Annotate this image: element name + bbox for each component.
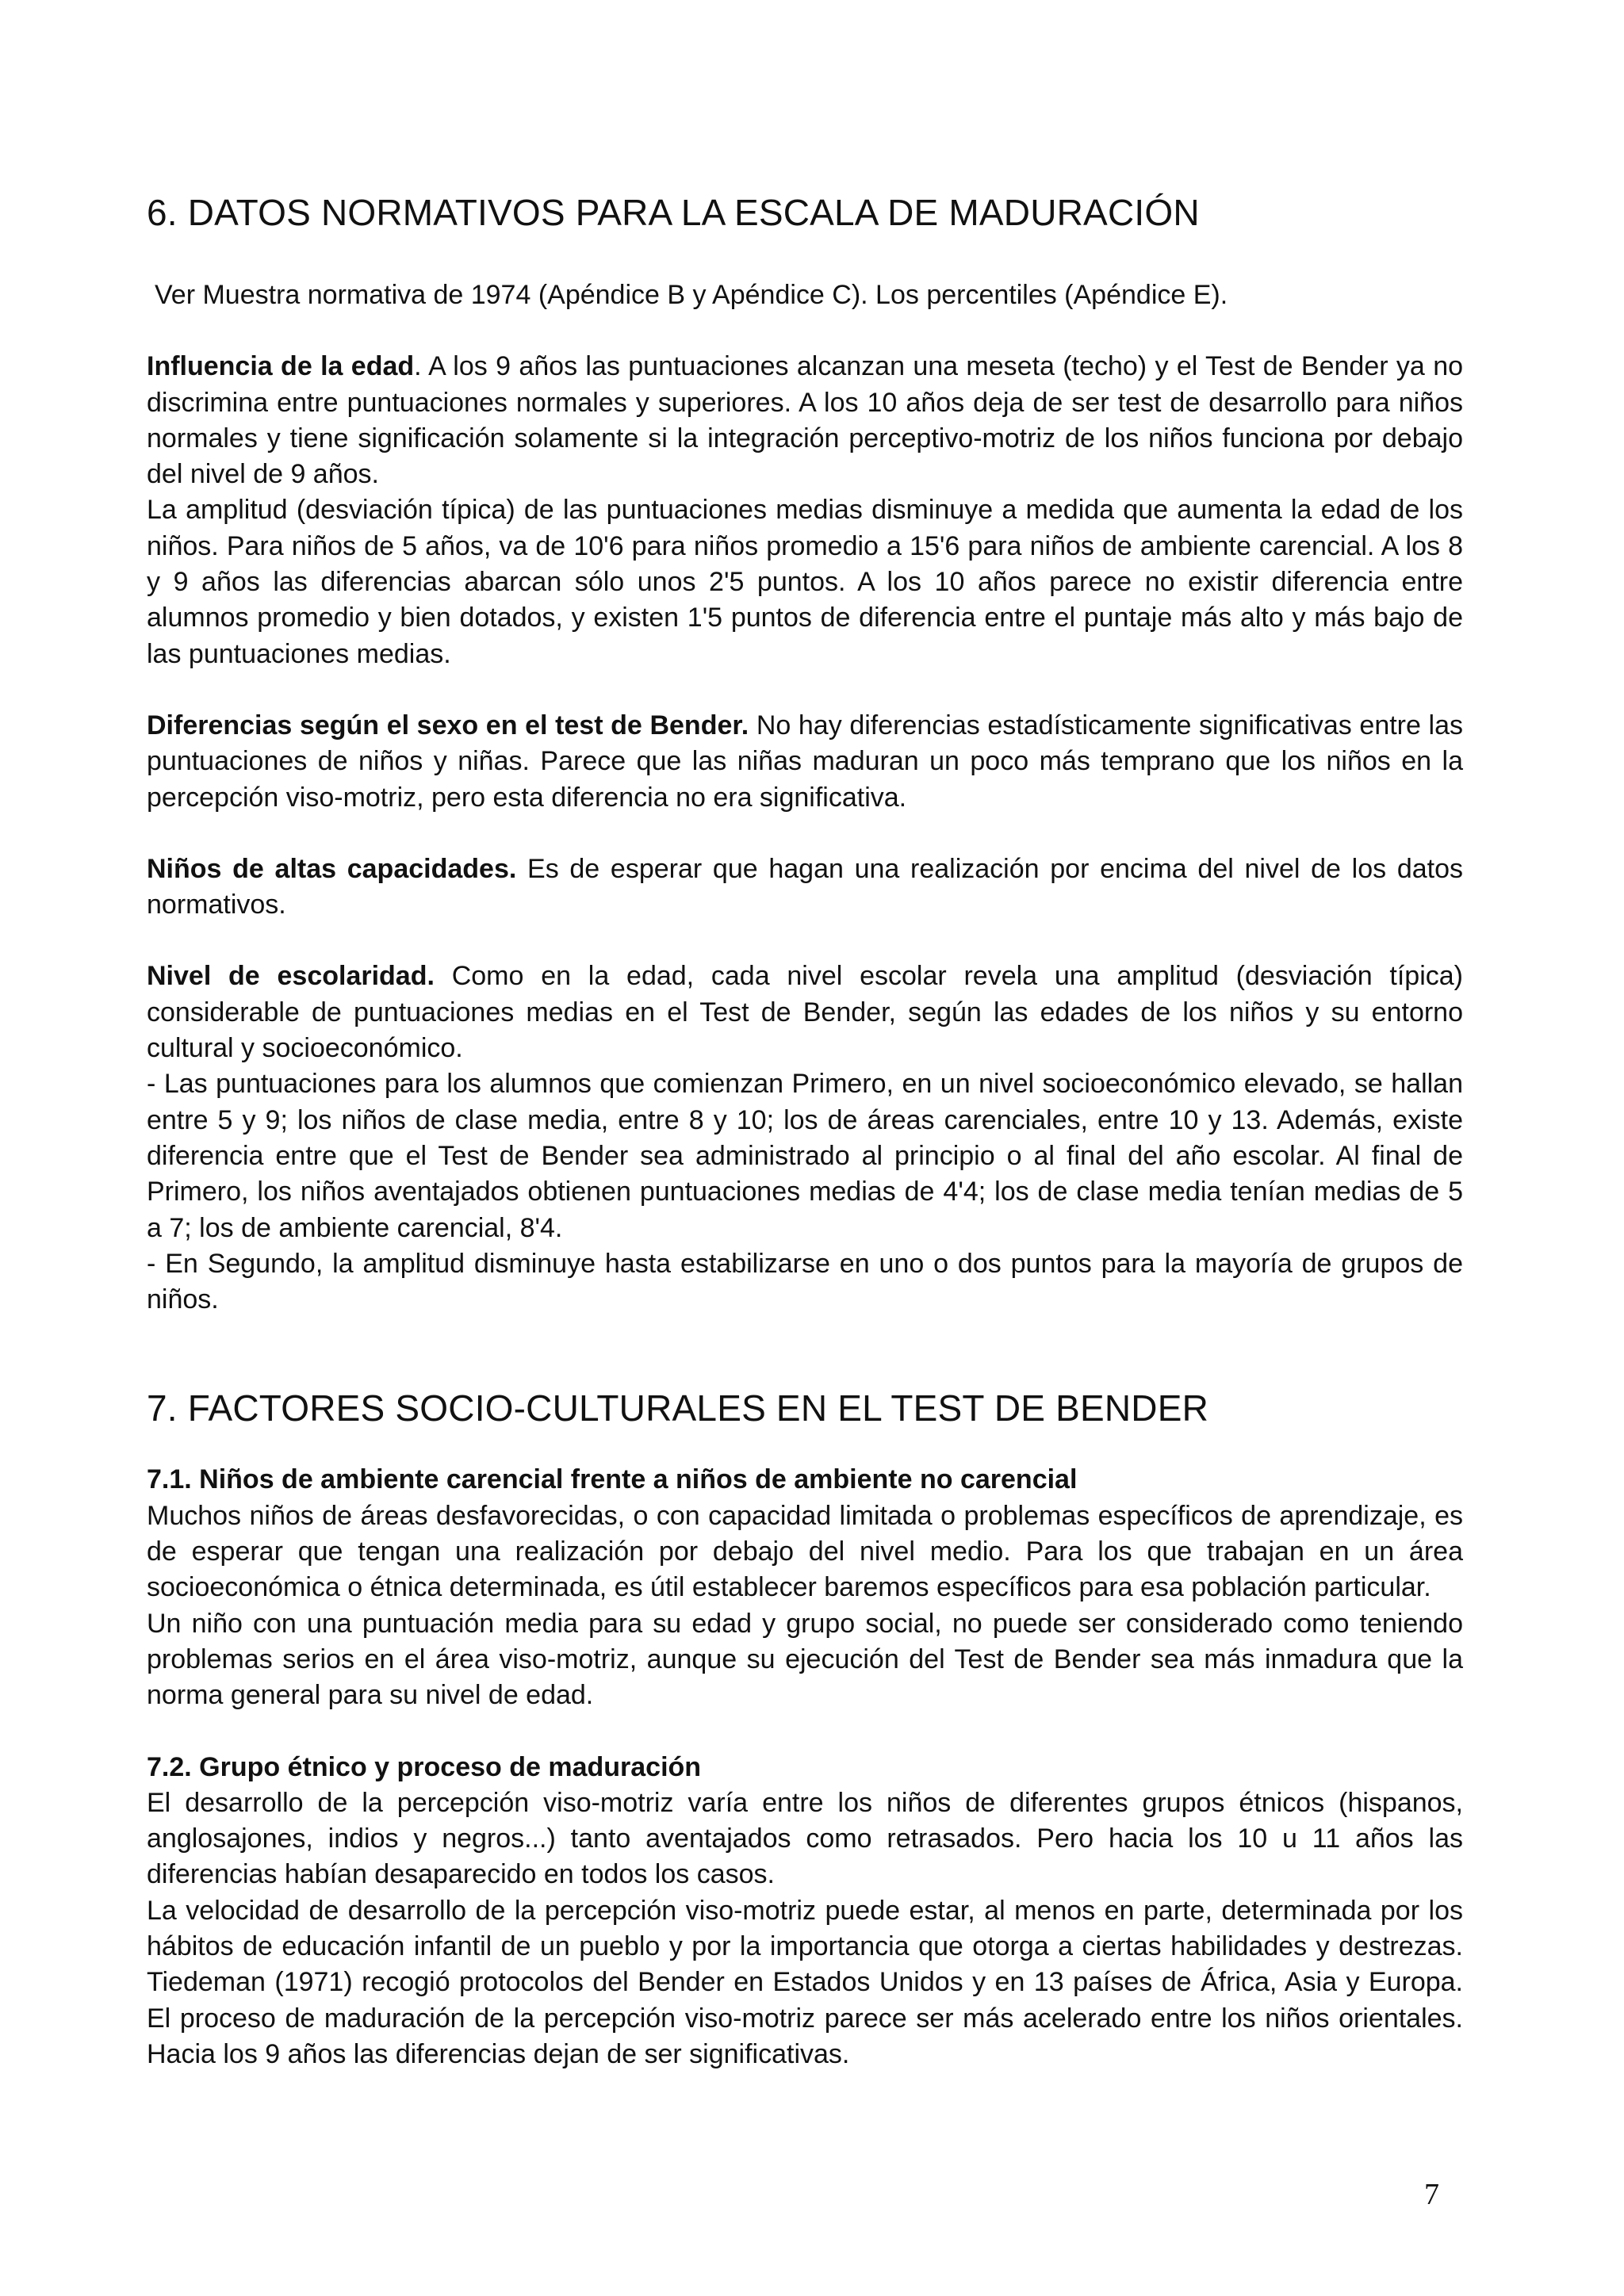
section-6-heading: 6. DATOS NORMATIVOS PARA LA ESCALA DE MADURACIÓN (147, 192, 1200, 233)
age-influence-label: Influencia de la edad (147, 351, 415, 382)
schooling-level-label: Nivel de escolaridad. (147, 961, 435, 992)
schooling-level-text: Como en la edad, cada nivel escolar revela una amplitud (desviación típica) considerable de puntuaciones medias en el Test de Bender, según las edades de los niños y su entorno cultural y socioeconómico. (147, 961, 1464, 1064)
document-page (147, 190, 1463, 2072)
high-ability-label: Niños de altas capacidades. (147, 853, 517, 884)
sex-differences-text: No hay diferencias estadísticamente significativas entre las puntuaciones de niños y niñas. Parece que las niñas maduran un poco más temprano que los niños en la percepción viso-motriz, pero esta diferencia no era significativa. (147, 710, 1463, 813)
page-number: 7 (1424, 2178, 1439, 2211)
schooling-level-paragraph (147, 959, 1463, 1066)
high-ability-paragraph (147, 851, 1463, 924)
schooling-second-grade-item: - En Segundo, la amplitud disminuye hasta estabilizarse en uno o dos puntos para la mayoría de grupos de niños. (147, 1248, 1463, 1315)
normative-sample-intro: Ver Muestra normativa de 1974 (Apéndice B y Apéndice C). Los percentiles (Apéndice E). (155, 280, 1228, 310)
sex-differences-label: Diferencias según el sexo en el test de Bender. (147, 710, 749, 740)
sex-differences-paragraph (147, 708, 1463, 816)
age-influence-text: . A los 9 años las puntuaciones alcanzan una meseta (techo) y el Test de Bender ya no discrimina entre puntuaciones normales y superiores. A los 10 años deja de ser test de desarrollo para niños normales y tiene significación solamente si la integración perceptivo-motriz de los niños funciona por debajo del nivel de 9 años. (147, 351, 1464, 490)
age-amplitude-paragraph: La amplitud (desviación típica) de las puntuaciones medias disminuye a medida que aumenta la edad de los niños. Para niños de 5 años, va de 10'6 para niños promedio a 15'6 para niños de ambiente carencial. A los 8 y 9 años las diferencias abarcan sólo unos 2'5 puntos. A los 10 años parece no existir diferencia entre alumnos promedio y bien dotados, y existen 1'5 puntos de diferencia entre el puntaje más alto y más bajo de las puntuaciones medias. (147, 495, 1463, 669)
schooling-first-grade-item: - Las puntuaciones para los alumnos que comienzan Primero, en un nivel socioeconómico elevado, se hallan entre 5 y 9; los niños de clase media, entre 8 y 10; los de áreas carenciales, entre 10 y 13. Además, existe diferencia entre que el Test de Bender sea administrado al principio o al final del año escolar. Al final de Primero, los niños aventajados obtienen puntuaciones medias de 4'4; los de clase media tenían medias de 5 a 7; los de ambiente carencial, 8'4. (147, 1069, 1463, 1243)
subsection-7-2-paragraph-1: El desarrollo de la percepción viso-motriz varía entre los niños de diferentes grupos étnicos (hispanos, anglosajones, indios y negros...) tanto aventajados como retrasados. Pero hacia los 10 u 11 años las diferencias habían desaparecido en todos los casos. (147, 1787, 1463, 1890)
high-ability-text: Es de esperar que hagan una realización por encima del nivel de los datos normativos. (147, 853, 1463, 920)
subsection-7-1-paragraph-2: Un niño con una puntuación media para su edad y grupo social, no puede ser considerado como teniendo problemas serios en el área viso-motriz, aunque su ejecución del Test de Bender sea más inmadura que la norma general para su nivel de edad. (147, 1608, 1463, 1711)
subsection-7-1-heading: 7.1. Niños de ambiente carencial frente a niños de ambiente no carencial (147, 1464, 1078, 1495)
age-influence-paragraph (147, 349, 1463, 492)
section-7-heading: 7. FACTORES SOCIO-CULTURALES EN EL TEST DE BENDER (147, 1387, 1209, 1429)
subsection-7-2-heading: 7.2. Grupo étnico y proceso de maduración (147, 1751, 702, 1782)
subsection-7-1-paragraph-1: Muchos niños de áreas desfavorecidas, o con capacidad limitada o problemas específicos de aprendizaje, es de esperar que tengan una realización por debajo del nivel medio. Para los que trabajan en un área socioeconómica o étnica determinada, es útil establecer baremos específicos para esa población particular. (147, 1500, 1463, 1603)
subsection-7-2-paragraph-2: La velocidad de desarrollo de la percepción viso-motriz puede estar, al menos en parte, determinada por los hábitos de educación infantil de un pueblo y por la importancia que otorga a ciertas habilidades y destrezas. Tiedeman (1971) recogió protocolos del Bender en Estados Unidos y en 13 países de África, Asia y Europa. El proceso de maduración de la percepción viso-motriz parece ser más acelerado entre los niños orientales. Hacia los 9 años las diferencias dejan de ser significativas. (147, 1895, 1463, 2069)
